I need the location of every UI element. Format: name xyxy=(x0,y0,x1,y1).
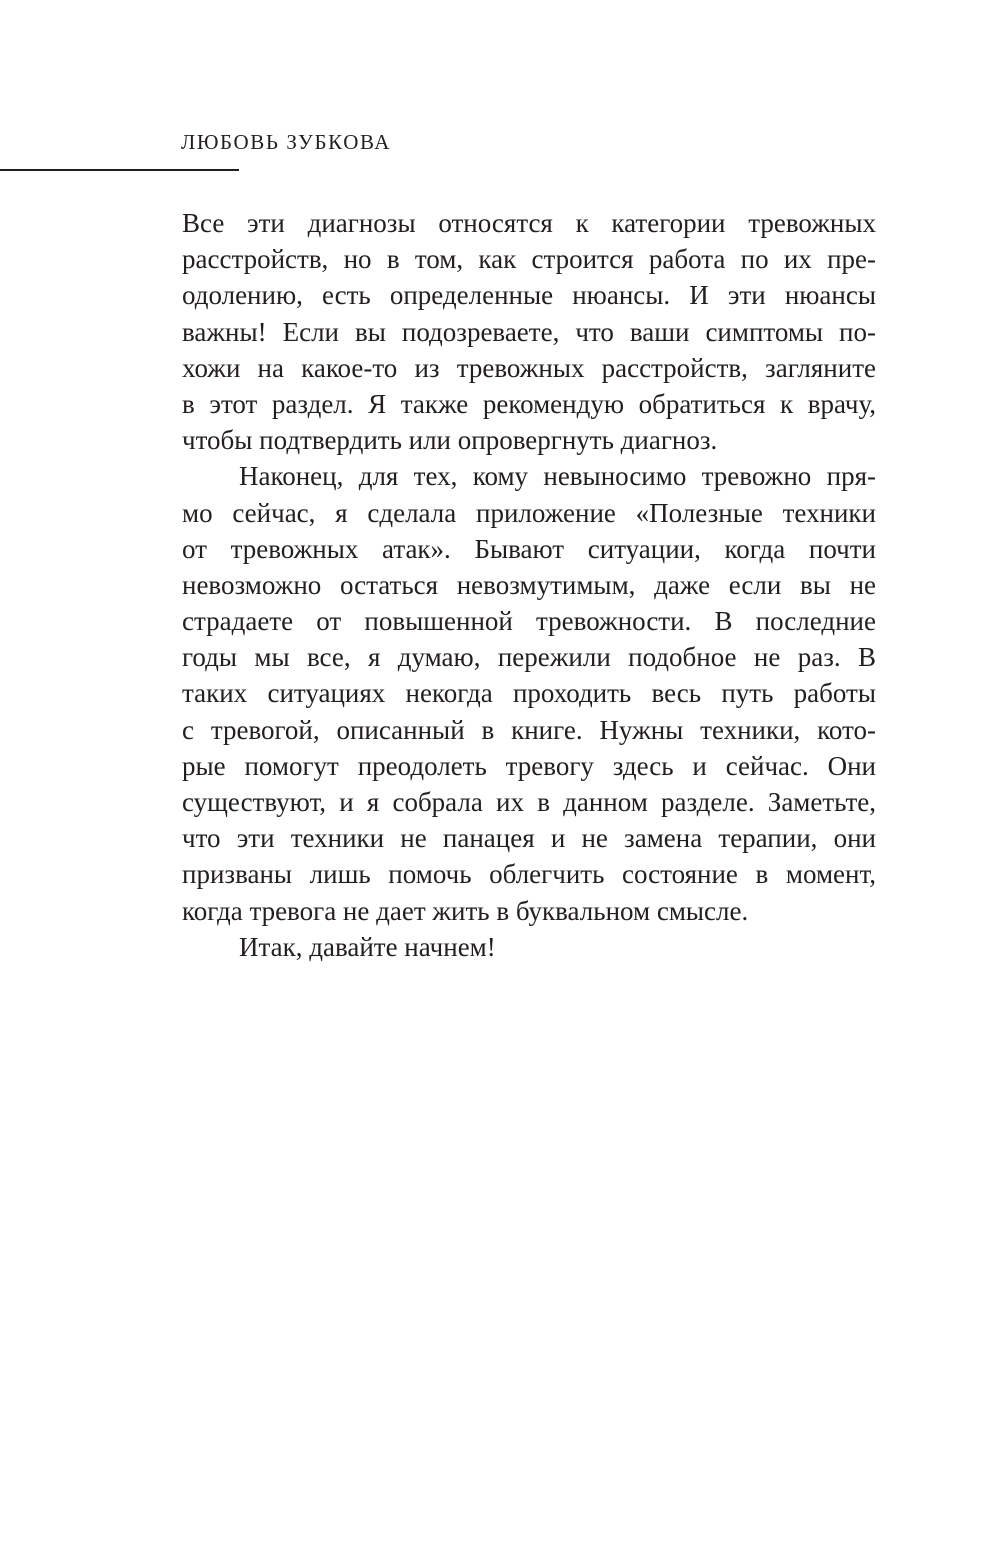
text-line: когда тревога не дает жить в буквальном смысле. xyxy=(182,895,749,926)
text-line: что эти техники не панацея и не замена терапии, они xyxy=(182,823,876,854)
body-text xyxy=(182,205,876,965)
text-line: страдаете от повышенной тревожности. В последние xyxy=(182,606,876,637)
text-line: мо сейчас, я сделала приложение «Полезные техники xyxy=(182,497,876,528)
running-head-author: ЛЮБОВЬ ЗУБКОВА xyxy=(181,130,392,154)
text-line: от тревожных атак». Бывают ситуации, когда почти xyxy=(182,533,876,564)
paragraph xyxy=(182,205,876,458)
text-line: Все эти диагнозы относятся к категории тревожных xyxy=(182,208,876,238)
text-line: Итак, давайте начнем! xyxy=(239,931,496,962)
text-line: невозможно остаться невозмутимым, даже если вы не xyxy=(182,569,876,600)
text-line: годы мы все, я думаю, пережили подобное не раз. В xyxy=(182,642,876,673)
text-line: призваны лишь помочь облегчить состояние в момент, xyxy=(182,859,876,890)
text-line: Наконец, для тех, кому невыносимо тревожно пря- xyxy=(239,461,876,492)
header-rule xyxy=(0,169,239,171)
text-line: расстройств, но в том, как строится работа по их пре- xyxy=(182,244,876,275)
paragraph xyxy=(182,458,876,928)
text-line: рые помогут преодолеть тревогу здесь и сейчас. Они xyxy=(182,750,876,781)
text-line: чтобы подтвердить или опровергнуть диагноз. xyxy=(182,425,718,456)
text-line: важны! Если вы подозреваете, что ваши симптомы по- xyxy=(182,316,876,347)
text-line: хожи на какое-то из тревожных расстройств, загляните xyxy=(182,352,876,383)
text-line: в этот раздел. Я также рекомендую обратиться к врачу, xyxy=(182,388,876,419)
text-line: с тревогой, описанный в книге. Нужны техники, кото- xyxy=(182,714,876,745)
text-line: существуют, и я собрала их в данном разделе. Заметьте, xyxy=(182,787,876,817)
text-line: одолению, есть определенные нюансы. И эти нюансы xyxy=(182,280,876,311)
paragraph xyxy=(182,929,876,965)
text-line: таких ситуациях некогда проходить весь путь работы xyxy=(182,678,876,709)
